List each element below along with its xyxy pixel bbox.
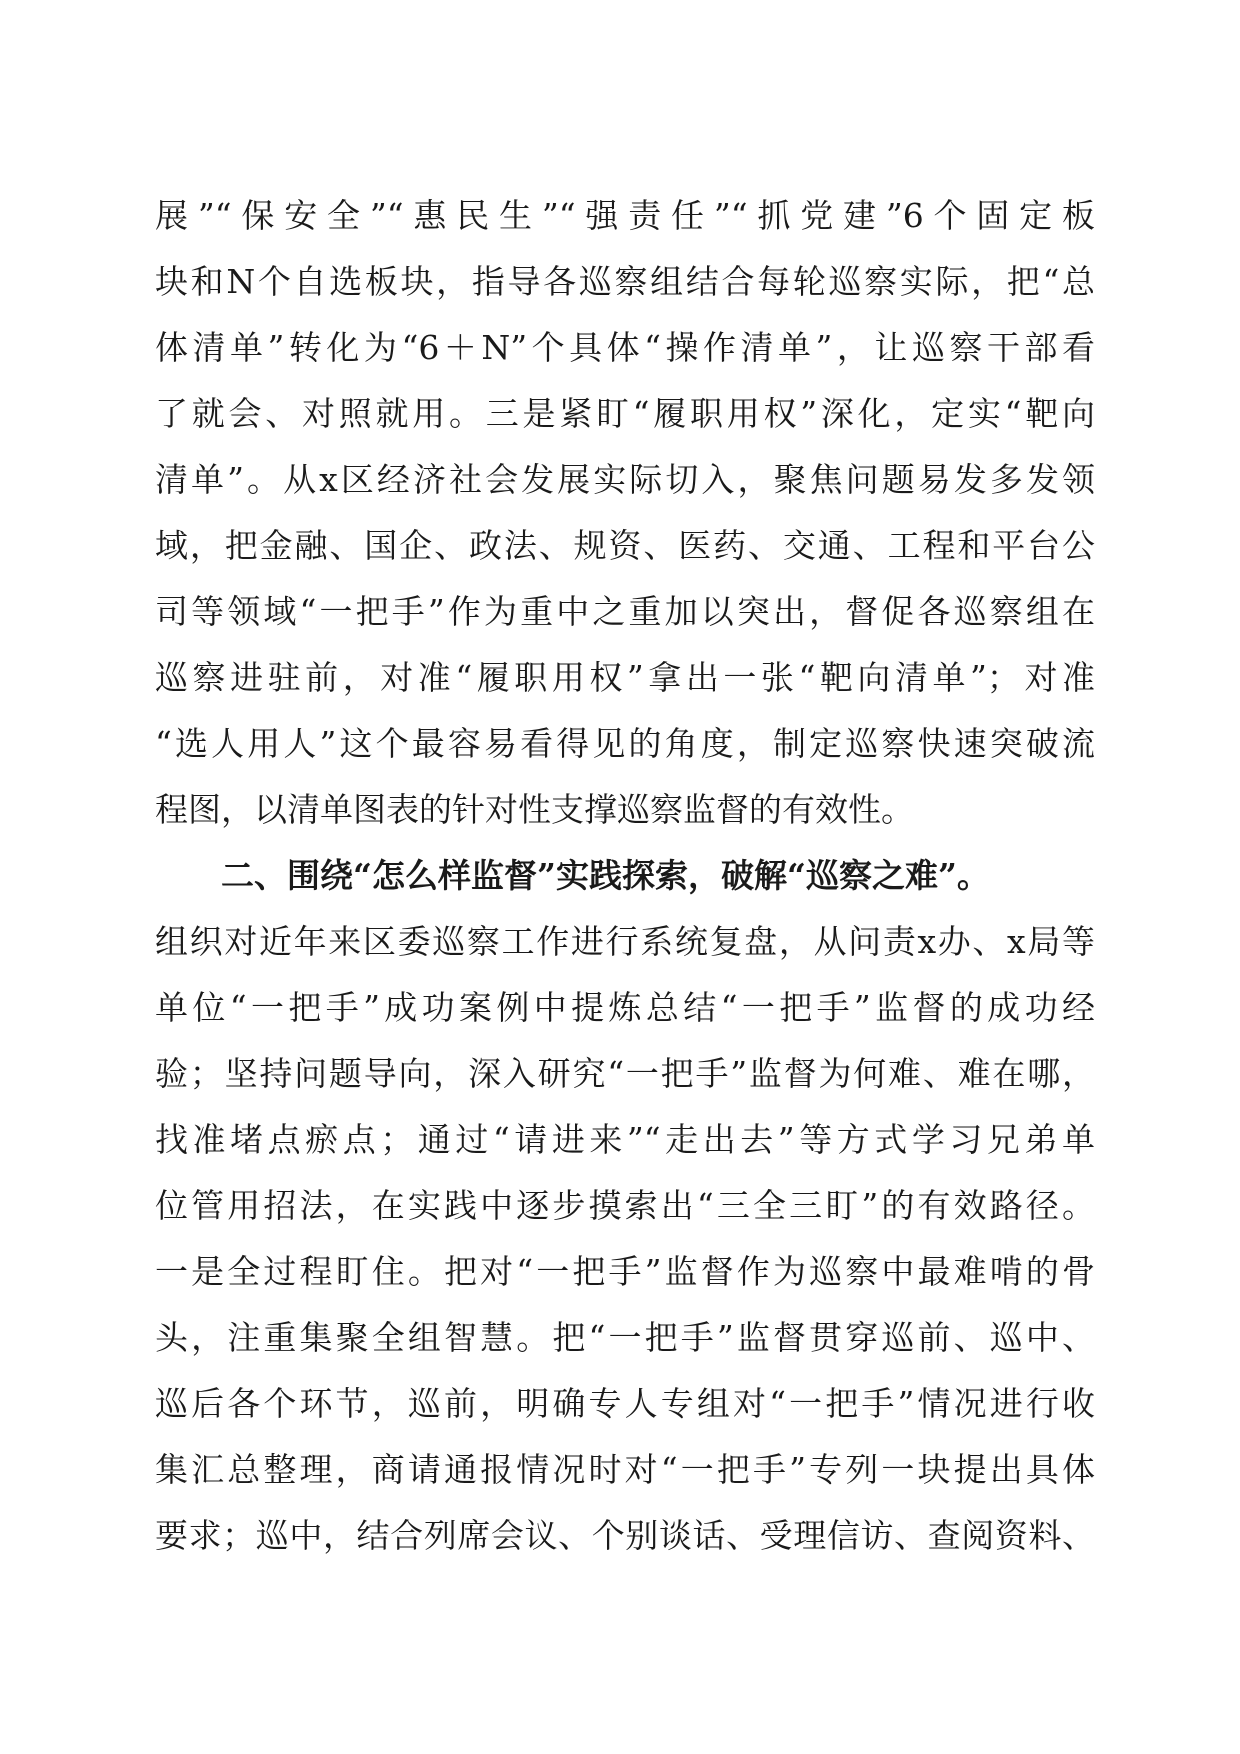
body-text [155, 183, 1095, 1569]
text-line: 头，注重集聚全组智慧。把“一把手”监督贯穿巡前、巡中、 [155, 1318, 1095, 1357]
text-line: 块和N个自选板块，指导各巡察组结合每轮巡察实际，把“总 [155, 262, 1095, 301]
section-heading: 二、围绕“怎么样监督”实践探索，破解“巡察之难”。 [221, 856, 990, 895]
text-line: 程图，以清单图表的针对性支撑巡察监督的有效性。 [155, 790, 914, 829]
text-line: 了就会、对照就用。三是紧盯“履职用权”深化，定实“靶向 [155, 394, 1095, 433]
text-line: 一是全过程盯住。把对“一把手”监督作为巡察中最难啃的骨 [155, 1252, 1095, 1291]
text-line: 位管用招法，在实践中逐步摸索出“三全三盯”的有效路径。 [155, 1186, 1095, 1225]
text-line: “选人用人”这个最容易看得见的角度，制定巡察快速突破流 [155, 724, 1095, 763]
text-line: 巡后各个环节，巡前，明确专人专组对“一把手”情况进行收 [155, 1384, 1095, 1423]
text-line: 组织对近年来区委巡察工作进行系统复盘，从问责x办、x局等 [155, 922, 1095, 961]
text-line: 巡察进驻前，对准“履职用权”拿出一张“靶向清单”；对准 [155, 658, 1095, 697]
text-line: 要求；巡中，结合列席会议、个别谈话、受理信访、查阅资料、 [155, 1516, 1095, 1555]
text-line: 司等领域“一把手”作为重中之重加以突出，督促各巡察组在 [155, 592, 1095, 631]
text-line: 单位“一把手”成功案例中提炼总结“一把手”监督的成功经 [155, 988, 1095, 1027]
text-line: 体清单”转化为“6＋N”个具体“操作清单”，让巡察干部看 [155, 328, 1095, 367]
text-line: 找准堵点瘀点；通过“请进来”“走出去”等方式学习兄弟单 [155, 1120, 1095, 1159]
text-line: 集汇总整理，商请通报情况时对“一把手”专列一块提出具体 [155, 1450, 1095, 1489]
text-line: 展”“保安全”“惠民生”“强责任”“抓党建”6个固定板 [155, 196, 1095, 235]
text-line: 清单”。从x区经济社会发展实际切入，聚焦问题易发多发领 [155, 460, 1095, 499]
text-line: 域，把金融、国企、政法、规资、医药、交通、工程和平台公 [155, 526, 1095, 565]
text-line: 验；坚持问题导向，深入研究“一把手”监督为何难、难在哪， [155, 1054, 1095, 1093]
